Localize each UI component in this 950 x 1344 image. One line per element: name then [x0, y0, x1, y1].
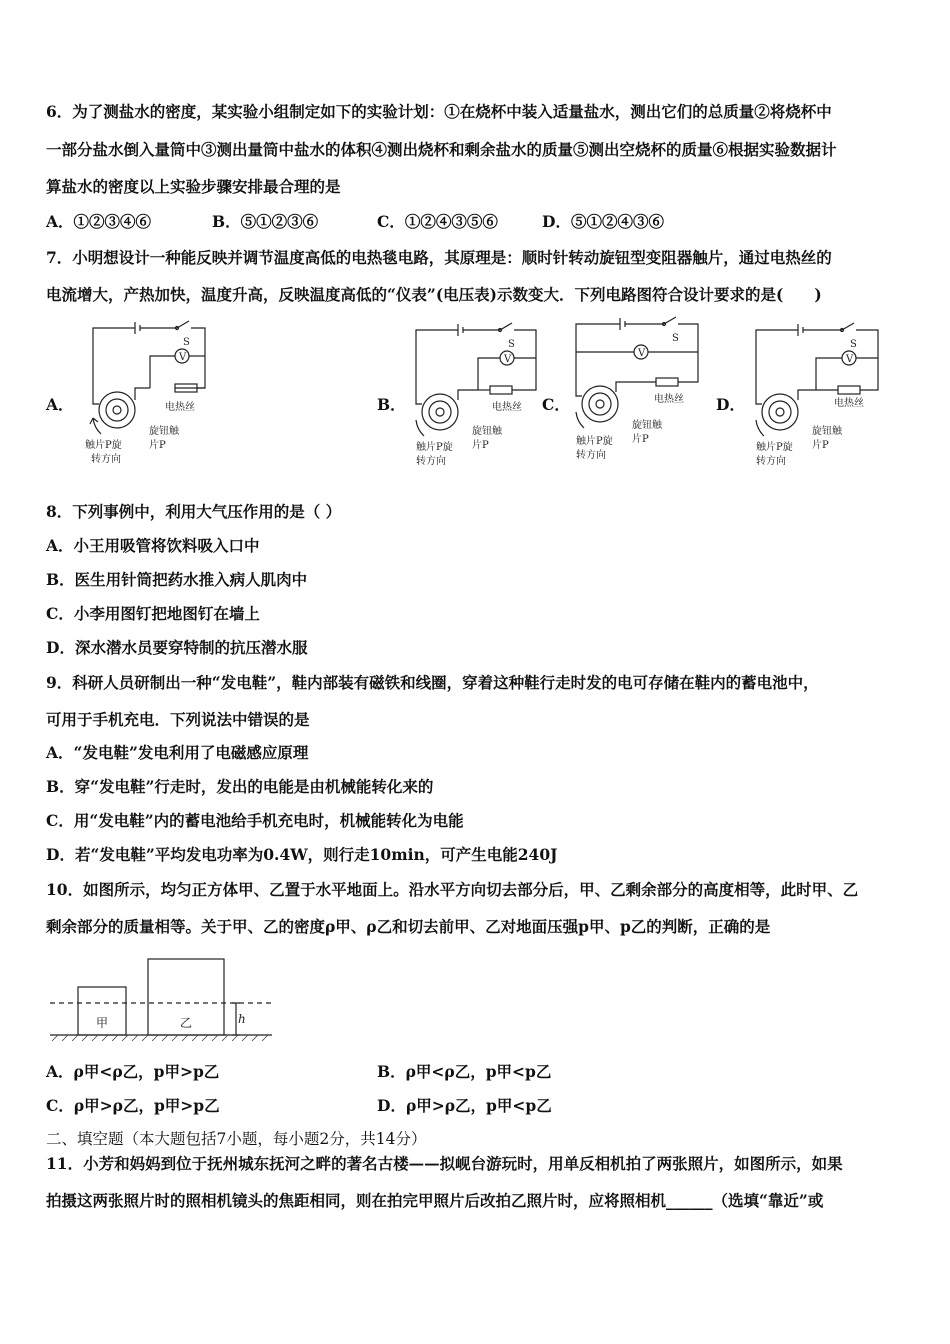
q9-line-2: 可用于手机充电．下列说法中错误的是: [46, 710, 310, 729]
direction-label-1: 触片P旋: [756, 442, 793, 453]
switch-label: S: [672, 333, 679, 344]
height-h-label: h: [238, 1012, 246, 1026]
heater-label: 电热丝: [654, 394, 684, 405]
knob-label-1: 旋钮触: [472, 426, 502, 437]
block-jia-label: 甲: [96, 1016, 109, 1030]
knob-label-1: 旋钮触: [812, 426, 842, 437]
knob-label-1: 旋钮触: [149, 426, 179, 437]
q6-line-2: 一部分盐水倒入量筒中③测出量筒中盐水的体积④测出烧杯和剩余盐水的质量⑤测出空烧杯的质量⑥根据实验数据计: [46, 140, 837, 159]
q8-stem: 8．下列事例中，利用大气压作用的是（ ）: [46, 502, 342, 521]
q10-option-d: D．ρ甲>ρ乙，p甲<p乙: [377, 1096, 552, 1115]
q11-line-1: 11．小芳和妈妈到位于抚州城东抚河之畔的著名古楼——拟岘台游玩时，用单反相机拍了两张照片，如图所示，如果: [46, 1154, 843, 1173]
heater-label: 电热丝: [492, 402, 522, 413]
direction-label-1: 触片P旋: [416, 442, 453, 453]
q6-line-1: 6．为了测盐水的密度，某实验小组制定如下的实验计划：①在烧杯中装入适量盐水，测出它们的总质量②将烧杯中: [46, 102, 832, 121]
direction-label-1: 触片P旋: [85, 440, 122, 451]
meter-label: V: [179, 352, 187, 363]
circuit-diagram-a: [85, 318, 215, 468]
q7-option-d-label: D．: [716, 395, 745, 414]
direction-label-1: 触片P旋: [576, 436, 613, 447]
circuit-diagram-d: [752, 320, 882, 470]
block-yi-label: 乙: [180, 1016, 193, 1030]
switch-label: S: [183, 337, 190, 348]
q9-option-b: B．穿“发电鞋”行走时，发出的电能是由机械能转化来的: [46, 777, 434, 796]
q6-option-a: A．①②③④⑥: [46, 212, 152, 231]
q7-option-b-label: B．: [377, 395, 406, 414]
heater-label: 电热丝: [834, 398, 864, 409]
q8-option-a: A．小王用吸管将饮料吸入口中: [46, 536, 260, 555]
q6-option-b: B．⑤①②③⑥: [212, 212, 319, 231]
switch-label: S: [850, 339, 857, 350]
circuit-diagram-c: [572, 316, 702, 466]
q8-option-c: C．小李用图钉把地图钉在墙上: [46, 604, 260, 623]
q6-line-3: 算盐水的密度以上实验步骤安排最合理的是: [46, 177, 341, 196]
knob-label-2: 片P: [149, 440, 166, 451]
q10-option-c: C．ρ甲>ρ乙，p甲>p乙: [46, 1096, 220, 1115]
q10-option-a: A．ρ甲<ρ乙，p甲>p乙: [46, 1062, 220, 1081]
q8-option-d: D．深水潜水员要穿特制的抗压潜水服: [46, 638, 308, 657]
direction-label-2: 转方向: [756, 456, 786, 467]
knob-label-2: 片P: [812, 440, 829, 451]
q6-option-d: D．⑤①②④③⑥: [542, 212, 664, 231]
meter-label: V: [638, 348, 646, 359]
q7-line-1: 7．小明想设计一种能反映并调节温度高低的电热毯电路，其原理是：顺时针转动旋钮型变阻器触片，通过电热丝的: [46, 248, 832, 267]
q11-line-2: 拍摄这两张照片时的照相机镜头的焦距相同，则在拍完甲照片后改拍乙照片时，应将照相机______（选填“靠近”或: [46, 1191, 824, 1210]
direction-label-2: 转方向: [576, 450, 606, 461]
switch-label: S: [508, 339, 515, 350]
q10-line-1: 10．如图所示，均匀正方体甲、乙置于水平地面上。沿水平方向切去部分后，甲、乙剩余部分的高度相等，此时甲、乙: [46, 880, 859, 899]
q6-option-c: C．①②④③⑤⑥: [377, 212, 498, 231]
q7-option-a-label: A．: [46, 395, 74, 414]
q7-line-2: 电流增大，产热加快，温度升高，反映温度高低的“仪表”(电压表)示数变大．下列电路图符合设计要求的是( ): [46, 285, 822, 304]
knob-label-1: 旋钮触: [632, 420, 662, 431]
meter-label: V: [504, 354, 512, 365]
section-2-heading: 二、填空题（本大题包括7小题，每小题2分，共14分）: [46, 1130, 427, 1148]
direction-label-2: 转方向: [416, 456, 446, 467]
heater-label: 电热丝: [165, 402, 195, 413]
circuit-diagram-b: [412, 320, 542, 470]
q9-option-a: A．“发电鞋”发电利用了电磁感应原理: [46, 743, 309, 762]
meter-label: V: [846, 354, 854, 365]
q8-option-b: B．医生用针筒把药水推入病人肌肉中: [46, 570, 308, 589]
knob-label-2: 片P: [472, 440, 489, 451]
q10-option-b: B．ρ甲<ρ乙，p甲<p乙: [377, 1062, 552, 1081]
q9-option-d: D．若“发电鞋”平均发电功率为0.4W，则行走10min，可产生电能240J: [46, 845, 558, 864]
direction-label-2: 转方向: [91, 454, 121, 465]
q7-option-c-label: C．: [542, 395, 570, 414]
q9-line-1: 9．科研人员研制出一种“发电鞋”，鞋内部装有磁铁和线圈，穿着这种鞋行走时发的电可存储在鞋内的蓄电池中，: [46, 673, 819, 692]
q10-figure: [46, 955, 276, 1045]
q9-option-c: C．用“发电鞋”内的蓄电池给手机充电时，机械能转化为电能: [46, 811, 464, 830]
knob-label-2: 片P: [632, 434, 649, 445]
q10-line-2: 剩余部分的质量相等。关于甲、乙的密度ρ甲、ρ乙和切去前甲、乙对地面压强p甲、p乙的判断，正确的是: [46, 917, 771, 936]
